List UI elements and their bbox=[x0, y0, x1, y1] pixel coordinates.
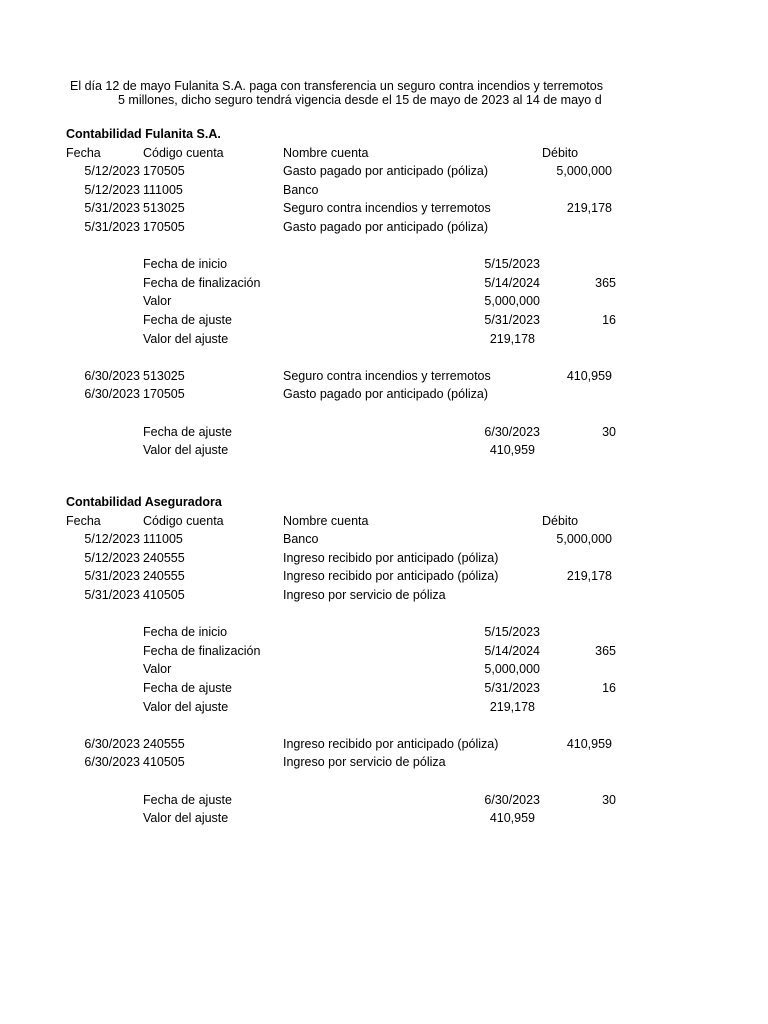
calc-days: 30 bbox=[602, 424, 616, 439]
entry-nombre: Ingreso recibido por anticipado (póliza) bbox=[283, 550, 499, 565]
entry-nombre: Ingreso recibido por anticipado (póliza) bbox=[283, 736, 499, 751]
calc-value: 5/31/2023 bbox=[484, 313, 540, 327]
calc-value: 5/15/2023 bbox=[484, 625, 540, 640]
entry-nombre: Seguro contra incendios y terremotos bbox=[283, 201, 491, 216]
calc-value: 5,000,000 bbox=[484, 294, 540, 309]
entry-fecha: 5/12/2023 bbox=[84, 550, 140, 565]
entry-nombre: Banco bbox=[283, 182, 319, 197]
calc-days: 365 bbox=[595, 643, 616, 658]
calc-value: 5/14/2024 bbox=[484, 643, 540, 658]
calc-value: 6/30/2023 bbox=[484, 424, 540, 439]
entry-fecha: 6/30/2023 bbox=[84, 368, 140, 383]
entry-fecha: 5/31/2023 bbox=[84, 220, 140, 234]
header-codigo: Código cuenta bbox=[143, 513, 224, 528]
header-debito: Débito bbox=[542, 513, 579, 528]
calc-label: Valor del ajuste bbox=[143, 443, 229, 458]
entry-fecha: 5/31/2023 bbox=[84, 588, 140, 602]
calc-value: 5/14/2024 bbox=[484, 275, 540, 290]
header-debito: Débito bbox=[542, 145, 579, 160]
header-nombre: Nombre cuenta bbox=[283, 145, 369, 160]
entry-codigo: 513025 bbox=[143, 201, 185, 216]
entry-codigo: 170505 bbox=[143, 220, 185, 234]
entry-fecha: 5/31/2023 bbox=[84, 201, 140, 216]
entry-nombre: Banco bbox=[283, 532, 319, 547]
calc-value: 5/31/2023 bbox=[484, 681, 540, 695]
section-title: Contabilidad Aseguradora bbox=[66, 495, 222, 509]
entry-nombre: Gasto pagado por anticipado (póliza) bbox=[283, 387, 488, 402]
section-title: Contabilidad Fulanita S.A. bbox=[66, 127, 221, 141]
calc-label: Valor bbox=[143, 294, 172, 309]
entry-codigo: 240555 bbox=[143, 550, 185, 565]
entry-codigo: 240555 bbox=[143, 736, 185, 751]
entry-nombre: Seguro contra incendios y terremotos bbox=[283, 368, 491, 383]
entry-nombre: Ingreso por servicio de póliza bbox=[283, 755, 446, 770]
entry-debito: 219,178 bbox=[566, 201, 612, 216]
calc-label: Valor del ajuste bbox=[143, 811, 229, 826]
entry-debito: 410,959 bbox=[566, 736, 612, 751]
entry-debito: 219,178 bbox=[566, 569, 612, 584]
intro-line-1: El día 12 de mayo Fulanita S.A. paga con transferencia un seguro contra incendios y terremotos bbox=[70, 79, 603, 93]
entry-nombre: Gasto pagado por anticipado (póliza) bbox=[283, 220, 488, 234]
entry-fecha: 6/30/2023 bbox=[84, 387, 140, 402]
calc-value: 219,178 bbox=[489, 699, 535, 714]
calc-label: Fecha de ajuste bbox=[143, 792, 232, 807]
calc-label: Fecha de ajuste bbox=[143, 681, 232, 695]
entry-fecha: 6/30/2023 bbox=[84, 736, 140, 751]
entry-codigo: 170505 bbox=[143, 164, 185, 179]
calc-value: 410,959 bbox=[489, 443, 535, 458]
entry-codigo: 410505 bbox=[143, 755, 185, 770]
calc-value: 5,000,000 bbox=[484, 662, 540, 677]
entry-codigo: 240555 bbox=[143, 569, 185, 584]
calc-value: 219,178 bbox=[489, 331, 535, 346]
entry-codigo: 111005 bbox=[143, 182, 183, 197]
entry-nombre: Gasto pagado por anticipado (póliza) bbox=[283, 164, 488, 179]
entry-fecha: 6/30/2023 bbox=[84, 755, 140, 770]
entry-debito: 410,959 bbox=[566, 368, 612, 383]
calc-value: 6/30/2023 bbox=[484, 792, 540, 807]
calc-label: Fecha de inicio bbox=[143, 625, 228, 640]
header-nombre: Nombre cuenta bbox=[283, 513, 369, 528]
entry-nombre: Ingreso por servicio de póliza bbox=[283, 588, 446, 602]
entry-codigo: 410505 bbox=[143, 588, 185, 602]
header-codigo: Código cuenta bbox=[143, 145, 224, 160]
entry-debito: 5,000,000 bbox=[556, 164, 612, 179]
calc-label: Fecha de finalización bbox=[143, 275, 261, 290]
entry-codigo: 170505 bbox=[143, 387, 185, 402]
entry-codigo: 513025 bbox=[143, 368, 185, 383]
calc-label: Valor del ajuste bbox=[143, 699, 229, 714]
calc-days: 30 bbox=[602, 792, 616, 807]
header-fecha: Fecha bbox=[66, 145, 101, 160]
entry-fecha: 5/31/2023 bbox=[84, 569, 140, 584]
calc-value: 410,959 bbox=[489, 811, 535, 826]
entry-nombre: Ingreso recibido por anticipado (póliza) bbox=[283, 569, 499, 584]
calc-days: 16 bbox=[602, 681, 616, 695]
entry-codigo: 111005 bbox=[143, 532, 183, 547]
header-fecha: Fecha bbox=[66, 513, 101, 528]
intro-line-2: 5 millones, dicho seguro tendrá vigencia desde el 15 de mayo de 2023 al 14 de mayo d bbox=[118, 93, 602, 107]
entry-debito: 5,000,000 bbox=[556, 532, 612, 547]
calc-value: 5/15/2023 bbox=[484, 257, 540, 272]
entry-fecha: 5/12/2023 bbox=[84, 532, 140, 547]
calc-label: Fecha de inicio bbox=[143, 257, 228, 272]
calc-label: Valor del ajuste bbox=[143, 331, 229, 346]
calc-label: Fecha de finalización bbox=[143, 643, 261, 658]
calc-days: 16 bbox=[602, 313, 616, 327]
calc-days: 365 bbox=[595, 275, 616, 290]
calc-label: Fecha de ajuste bbox=[143, 424, 232, 439]
entry-fecha: 5/12/2023 bbox=[84, 164, 140, 179]
calc-label: Valor bbox=[143, 662, 172, 677]
entry-fecha: 5/12/2023 bbox=[84, 182, 140, 197]
calc-label: Fecha de ajuste bbox=[143, 313, 232, 327]
